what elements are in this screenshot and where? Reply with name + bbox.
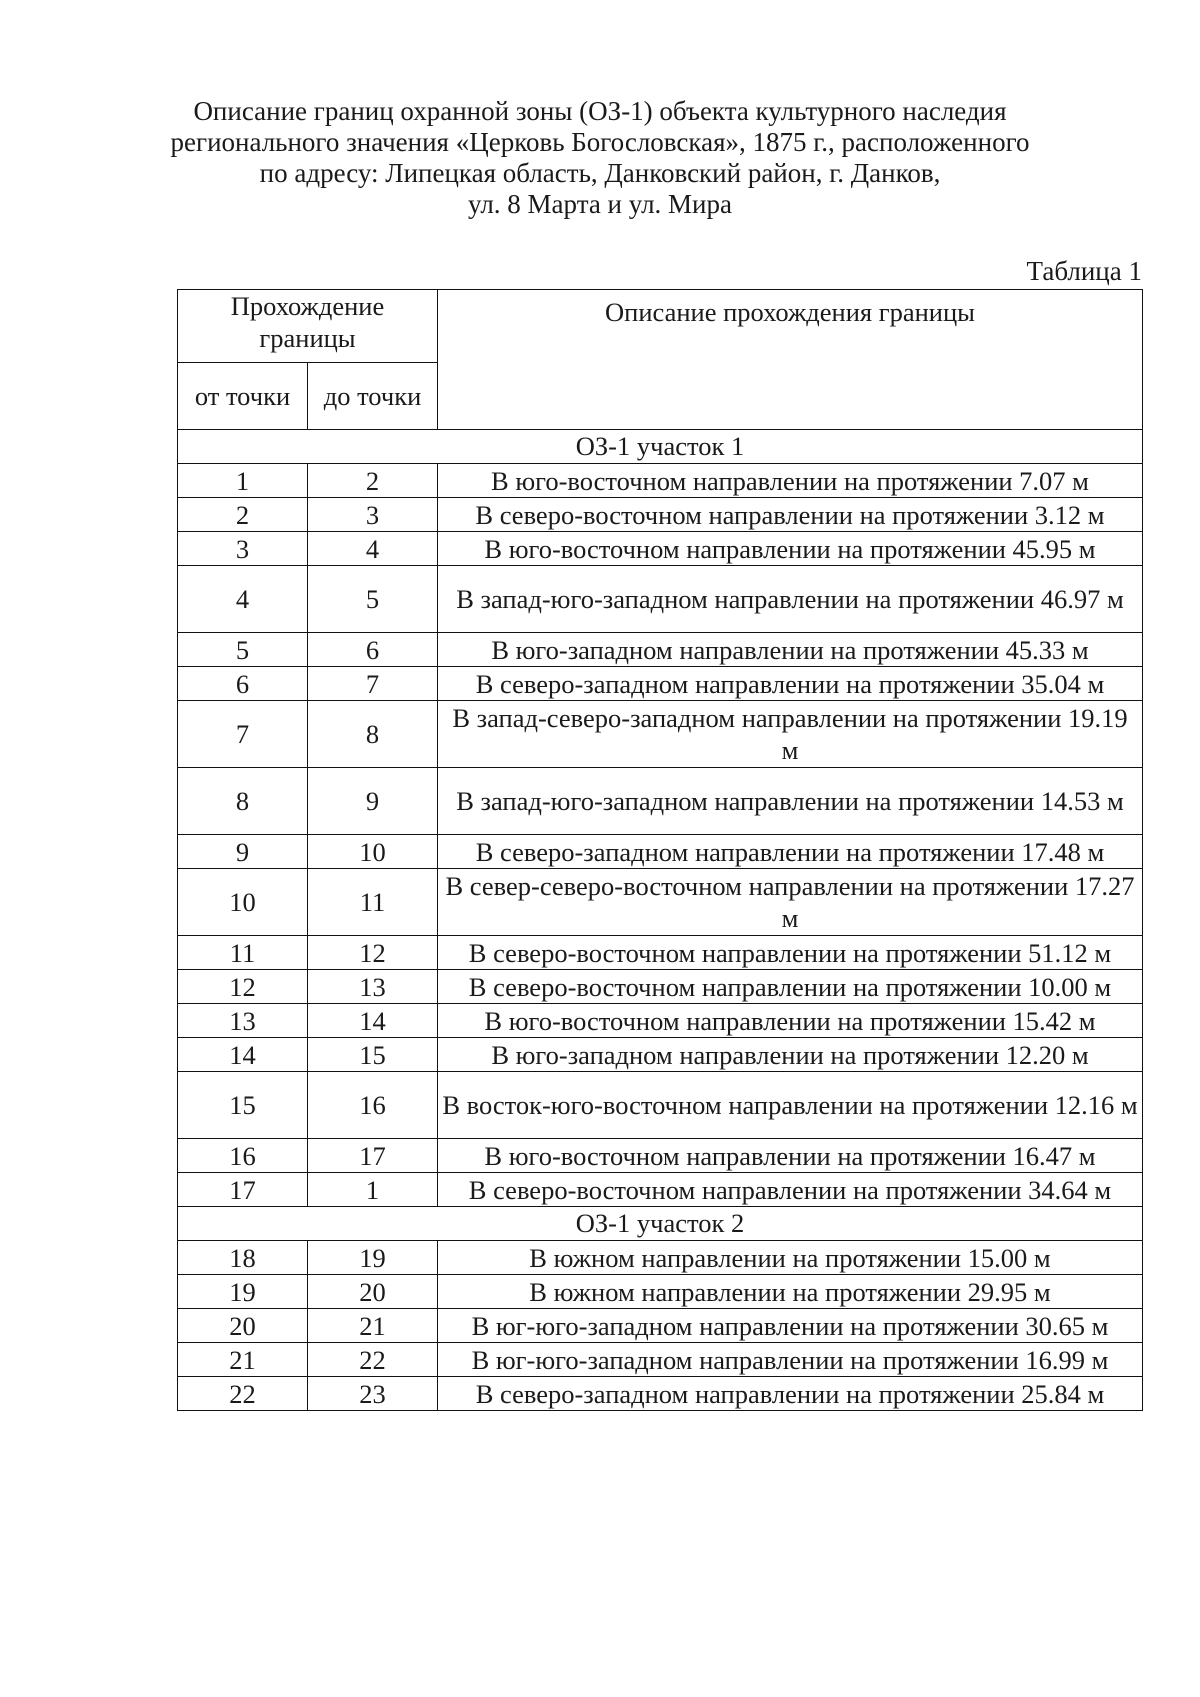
- table-row: [178, 936, 1143, 970]
- description-cell: В северо-западном направлении на протяжении 25.84 м: [438, 1377, 1143, 1411]
- to-point-cell: 11: [308, 869, 438, 936]
- from-point-cell: 8: [178, 768, 308, 835]
- description-cell: В юг-юго-западном направлении на протяжении 16.99 м: [438, 1343, 1143, 1377]
- description-cell: В юго-западном направлении на протяжении 12.20 м: [438, 1038, 1143, 1072]
- section-row: [178, 430, 1143, 464]
- to-point-cell: 16: [308, 1072, 438, 1139]
- to-point-cell: 4: [308, 532, 438, 566]
- from-point-cell: 4: [178, 566, 308, 633]
- to-point-cell: 1: [308, 1173, 438, 1207]
- description-cell: В северо-восточном направлении на протяжении 51.12 м: [438, 936, 1143, 970]
- to-point-cell: 2: [308, 464, 438, 498]
- description-cell: В северо-восточном направлении на протяжении 3.12 м: [438, 498, 1143, 532]
- to-point-cell: 12: [308, 936, 438, 970]
- table-row: [178, 1275, 1143, 1309]
- description-cell: В юго-восточном направлении на протяжении 16.47 м: [438, 1139, 1143, 1173]
- boundary-table: [177, 289, 1143, 1411]
- from-point-cell: 16: [178, 1139, 308, 1173]
- description-cell: В запад-юго-западном направлении на протяжении 46.97 м: [438, 566, 1143, 633]
- header-to-point: до точки: [308, 363, 438, 430]
- document-title: [120, 96, 1080, 220]
- to-point-cell: 9: [308, 768, 438, 835]
- to-point-cell: 15: [308, 1038, 438, 1072]
- table-row: [178, 1173, 1143, 1207]
- description-cell: В южном направлении на протяжении 15.00 м: [438, 1241, 1143, 1275]
- to-point-cell: 23: [308, 1377, 438, 1411]
- section-title: ОЗ-1 участок 1: [178, 430, 1143, 464]
- description-cell: В юго-восточном направлении на протяжении 45.95 м: [438, 532, 1143, 566]
- description-cell: В северо-западном направлении на протяжении 35.04 м: [438, 667, 1143, 701]
- description-cell: В север-северо-восточном направлении на протяжении 17.27 м: [438, 869, 1143, 936]
- section-row: [178, 1207, 1143, 1241]
- table-row: [178, 464, 1143, 498]
- from-point-cell: 19: [178, 1275, 308, 1309]
- title-line: ул. 8 Марта и ул. Мира: [468, 189, 732, 219]
- to-point-cell: 7: [308, 667, 438, 701]
- table-row: [178, 1343, 1143, 1377]
- from-point-cell: 12: [178, 970, 308, 1004]
- from-point-cell: 17: [178, 1173, 308, 1207]
- description-cell: В запад-северо-западном направлении на протяжении 19.19 м: [438, 701, 1143, 768]
- from-point-cell: 15: [178, 1072, 308, 1139]
- from-point-cell: 7: [178, 701, 308, 768]
- section-title: ОЗ-1 участок 2: [178, 1207, 1143, 1241]
- header-description: Описание прохождения границы: [438, 290, 1143, 430]
- table-row: [178, 1309, 1143, 1343]
- table-row: [178, 532, 1143, 566]
- to-point-cell: 13: [308, 970, 438, 1004]
- to-point-cell: 20: [308, 1275, 438, 1309]
- from-point-cell: 5: [178, 633, 308, 667]
- table-row: [178, 1377, 1143, 1411]
- to-point-cell: 6: [308, 633, 438, 667]
- from-point-cell: 9: [178, 835, 308, 869]
- description-cell: В юго-восточном направлении на протяжении 7.07 м: [438, 464, 1143, 498]
- table-row: [178, 835, 1143, 869]
- to-point-cell: 10: [308, 835, 438, 869]
- table-row: [178, 566, 1143, 633]
- from-point-cell: 6: [178, 667, 308, 701]
- table-caption: Таблица 1: [1026, 256, 1142, 286]
- title-line: Описание границ охранной зоны (ОЗ-1) объекта культурного наследия: [193, 96, 1007, 126]
- from-point-cell: 18: [178, 1241, 308, 1275]
- description-cell: В южном направлении на протяжении 29.95 м: [438, 1275, 1143, 1309]
- table-row: [178, 1139, 1143, 1173]
- description-cell: В запад-юго-западном направлении на протяжении 14.53 м: [438, 768, 1143, 835]
- from-point-cell: 3: [178, 532, 308, 566]
- table-row: [178, 633, 1143, 667]
- from-point-cell: 20: [178, 1309, 308, 1343]
- table-row: [178, 869, 1143, 936]
- description-cell: В северо-восточном направлении на протяжении 10.00 м: [438, 970, 1143, 1004]
- table-row: [178, 768, 1143, 835]
- from-point-cell: 2: [178, 498, 308, 532]
- to-point-cell: 3: [308, 498, 438, 532]
- table-row: [178, 970, 1143, 1004]
- description-cell: В северо-западном направлении на протяжении 17.48 м: [438, 835, 1143, 869]
- table-body: [178, 430, 1143, 1411]
- to-point-cell: 17: [308, 1139, 438, 1173]
- from-point-cell: 1: [178, 464, 308, 498]
- from-point-cell: 11: [178, 936, 308, 970]
- from-point-cell: 22: [178, 1377, 308, 1411]
- table-row: [178, 667, 1143, 701]
- table-row: [178, 498, 1143, 532]
- boundary-table-wrap: [177, 289, 1142, 1411]
- to-point-cell: 19: [308, 1241, 438, 1275]
- header-from-point: от точки: [178, 363, 308, 430]
- table-row: [178, 1072, 1143, 1139]
- description-cell: В юго-западном направлении на протяжении 45.33 м: [438, 633, 1143, 667]
- from-point-cell: 10: [178, 869, 308, 936]
- table-row: [178, 1241, 1143, 1275]
- to-point-cell: 21: [308, 1309, 438, 1343]
- from-point-cell: 21: [178, 1343, 308, 1377]
- from-point-cell: 14: [178, 1038, 308, 1072]
- title-line: регионального значения «Церковь Богословская», 1875 г., расположенного: [170, 127, 1030, 157]
- description-cell: В юго-восточном направлении на протяжении 15.42 м: [438, 1004, 1143, 1038]
- to-point-cell: 8: [308, 701, 438, 768]
- description-cell: В восток-юго-восточном направлении на протяжении 12.16 м: [438, 1072, 1143, 1139]
- description-cell: В северо-восточном направлении на протяжении 34.64 м: [438, 1173, 1143, 1207]
- to-point-cell: 5: [308, 566, 438, 633]
- table-row: [178, 1038, 1143, 1072]
- table-row: [178, 1004, 1143, 1038]
- to-point-cell: 14: [308, 1004, 438, 1038]
- table-row: [178, 701, 1143, 768]
- description-cell: В юг-юго-западном направлении на протяжении 30.65 м: [438, 1309, 1143, 1343]
- from-point-cell: 13: [178, 1004, 308, 1038]
- to-point-cell: 22: [308, 1343, 438, 1377]
- header-boundary-passage: Прохождение границы: [178, 290, 438, 363]
- table-header: [178, 290, 1143, 430]
- title-line: по адресу: Липецкая область, Данковский район, г. Данков,: [259, 158, 941, 188]
